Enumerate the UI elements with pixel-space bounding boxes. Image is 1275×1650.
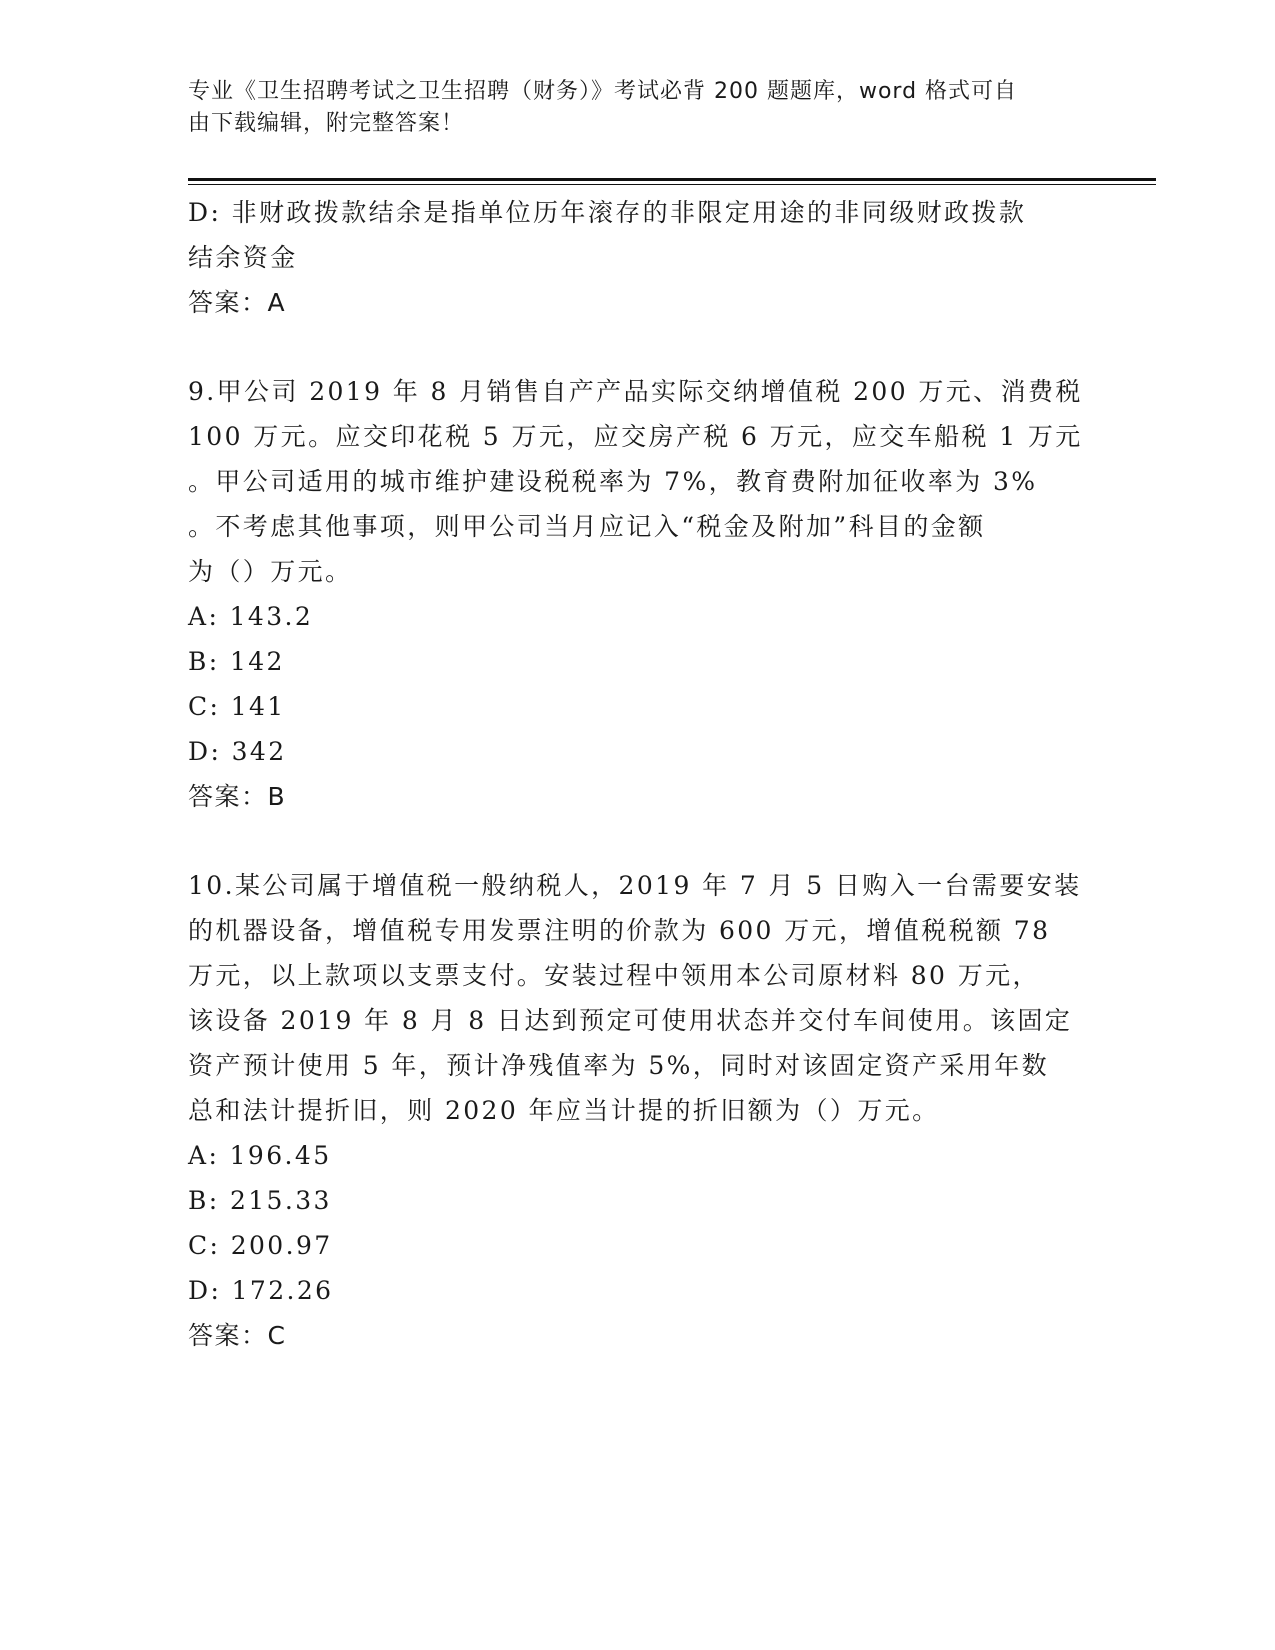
question-stem-line: 。不考虑其他事项，则甲公司当月应记入“税金及附加”科目的金额 [188,512,986,541]
header-divider-thin [188,184,1156,185]
option-c: C: 200.97 [188,1231,333,1260]
prev-question-tail [188,190,1088,325]
option-d-line-2: 结余资金 [188,243,298,272]
question-stem-line: 100 万元。应交印花税 5 万元，应交房产税 6 万元，应交车船税 1 万元 [188,422,1083,451]
spacer [188,819,1088,863]
option-d-line-1: D: 非财政拨款结余是指单位历年滚存的非限定用途的非同级财政拨款 [188,198,1027,227]
question-stem-line: 。甲公司适用的城市维护建设税税率为 7%，教育费附加征收率为 3% [188,467,1038,496]
question-stem-line: 的机器设备，增值税专用发票注明的价款为 600 万元，增值税税额 78 [188,916,1051,945]
answer-label: 答案：A [188,288,287,317]
page-header [188,76,1068,140]
answer-label: 答案：B [188,782,287,811]
question-stem-line: 9.甲公司 2019 年 8 月销售自产产品实际交纳增值税 200 万元、消费税 [188,377,1083,406]
option-b: B: 215.33 [188,1186,332,1215]
question-10 [188,863,1088,1358]
question-stem-line: 万元，以上款项以支票支付。安装过程中领用本公司原材料 80 万元， [188,961,1040,990]
option-a: A: 143.2 [188,602,314,631]
option-a: A: 196.45 [188,1141,332,1170]
option-d: D: 342 [188,737,287,766]
option-d: D: 172.26 [188,1276,334,1305]
spacer [188,325,1088,369]
header-line-1: 专业《卫生招聘考试之卫生招聘（财务）》考试必背 200 题题库，word 格式可自 [188,79,1018,104]
question-9 [188,369,1088,819]
question-stem-line: 总和法计提折旧，则 2020 年应当计提的折旧额为（）万元。 [188,1096,940,1125]
option-b: B: 142 [188,647,285,676]
option-c: C: 141 [188,692,286,721]
answer-label: 答案：C [188,1321,287,1350]
question-stem-line: 资产预计使用 5 年，预计净残值率为 5%，同时对该固定资产采用年数 [188,1051,1050,1080]
header-line-2: 由下载编辑，附完整答案！ [188,111,465,136]
document-body [188,190,1088,1358]
question-stem-line: 为（）万元。 [188,557,353,586]
question-stem-line: 该设备 2019 年 8 月 8 日达到预定可使用状态并交付车间使用。该固定 [188,1006,1073,1035]
question-stem-line: 10.某公司属于增值税一般纳税人，2019 年 7 月 5 日购入一台需要安装 [188,871,1082,900]
header-divider-thick [188,178,1156,181]
